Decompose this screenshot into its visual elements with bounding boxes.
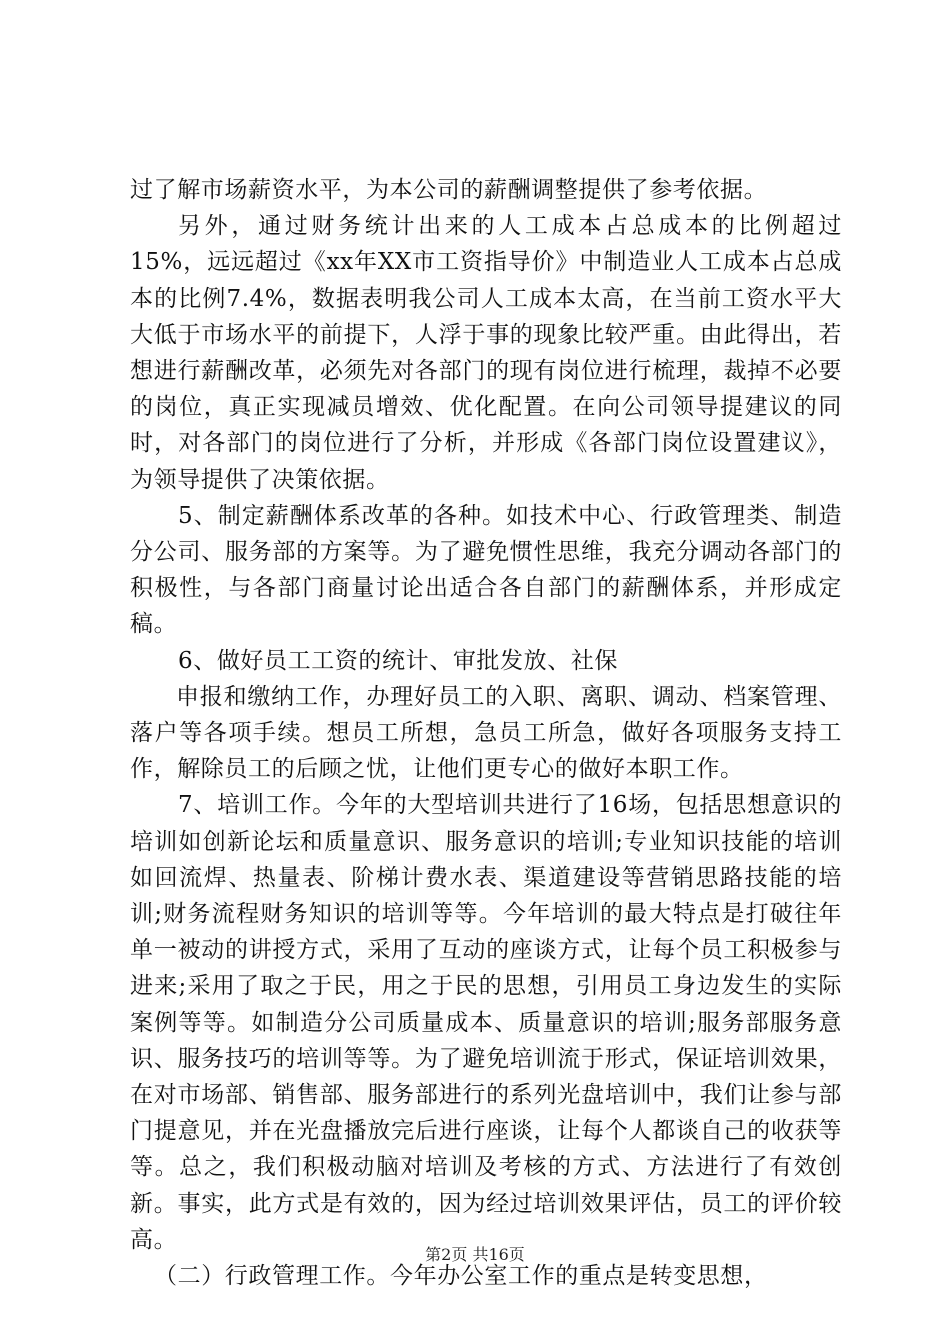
paragraph-item-6-continued: 申报和缴纳工作，办理好员工的入职、离职、调动、档案管理、落户等各项手续。想员工所想，急员工所急，做好各项服务支持工作，解除员工的后顾之忧，让他们更专心的做好本职工作。 — [130, 683, 842, 783]
paragraph-labor-cost: 另外，通过财务统计出来的人工成本占总成本的比例超过15%，远远超过《xx年XX市工资指导价》中制造业人工成本占总成本的比例7.4%，数据表明我公司人工成本太高，在当前工资水平大大低于市场水平的前提下，人浮于事的现象比较严重。由此得出，若想进行薪酬改革，必须先对各部门的现有岗位进行梳理，裁掉不必要的岗位，真正实现减员增效、优化配置。在向公司领导提建议的同时，对各部门的岗位进行了分析，并形成《各部门岗位设置建议》，为领导提供了决策依据。 — [130, 213, 842, 493]
paragraph-item-7-training: 7、培训工作。今年的大型培训共进行了16场，包括思想意识的培训如创新论坛和质量意识、服务意识的培训;专业知识技能的培训如回流焊、热量表、阶梯计费水表、渠道建设等营销思路技能的培训;财务流程财务知识的培训等等。今年培训的最大特点是打破往年单一被动的讲授方式，采用了互动的座谈方式，让每个员工积极参与进来;采用了取之于民，用之于民的思想，引用员工身边发生的实际案例等等。如制造分公司质量成本、质量意识的培训;服务部服务意识、服务技巧的培训等等。为了避免培训流于形式，保证培训效果，在对市场部、销售部、服务部进行的系列光盘培训中，我们让参与部门提意见，并在光盘播放完后进行座谈，让每个人都谈自己的收获等等。总之，我们积极动脑对培训及考核的方式、方法进行了有效创新。事实，此方式是有效的，因为经过培训效果评估，员工的评价较高。 — [130, 792, 842, 1253]
page-footer: 第2页 共16页 — [425, 1245, 525, 1264]
document-body — [130, 172, 842, 1294]
paragraph-item-6: 6、做好员工工资的统计、审批发放、社保 — [178, 647, 619, 674]
paragraph-continued: 过了解市场薪资水平，为本公司的薪酬调整提供了参考依据。 — [130, 177, 768, 203]
paragraph-section-2-admin: （二）行政管理工作。今年办公室工作的重点是转变思想， — [154, 1263, 768, 1290]
paragraph-item-5: 5、制定薪酬体系改革的各种。如技术中心、行政管理类、制造分公司、服务部的方案等。为了避免惯性思维，我充分调动各部门的积极性，与各部门商量讨论出适合各自部门的薪酬体系，并形成定稿。 — [130, 502, 842, 638]
